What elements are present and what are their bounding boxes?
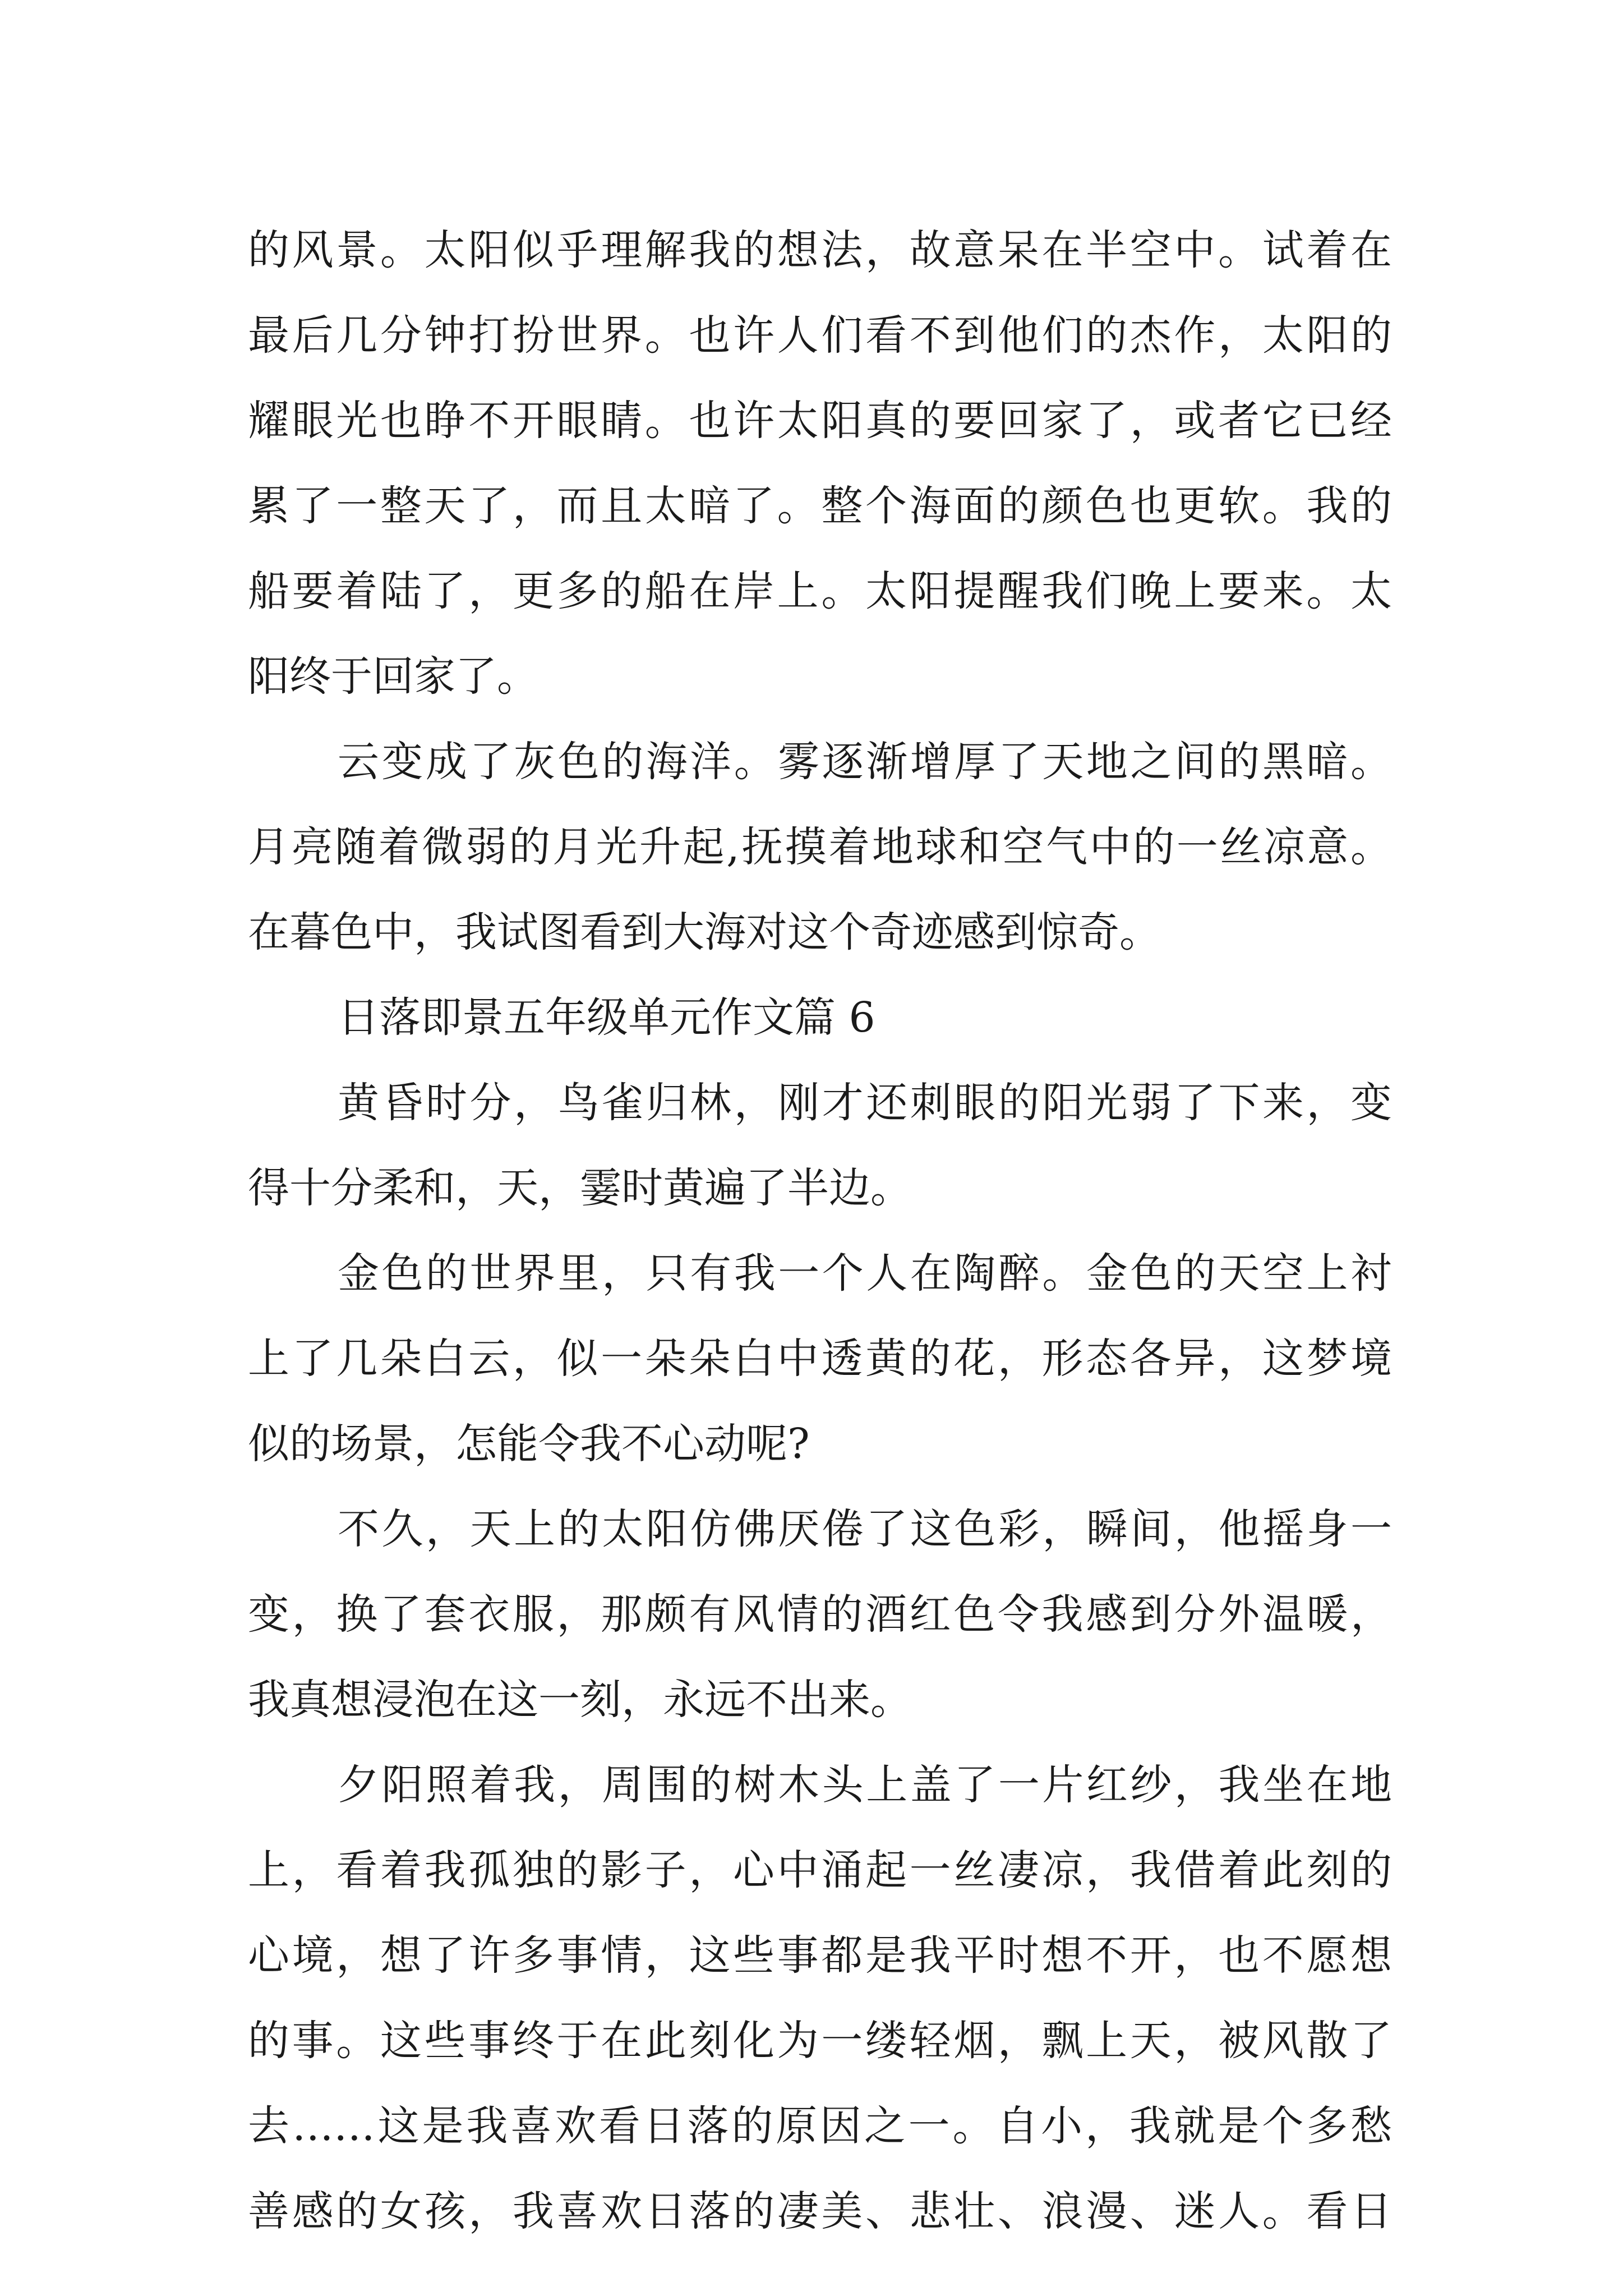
text-line: 心境，想了许多事情，这些事都是我平时想不开，也不愿想: [248, 1931, 1392, 1980]
text-line: 善感的女孩，我喜欢日落的凄美、悲壮、浪漫、迷人。看日: [248, 2187, 1392, 2235]
text-line: 耀眼光也睁不开眼睛。也许太阳真的要回家了，或者它已经: [248, 397, 1392, 445]
text-line: 累了一整天了，而且太暗了。整个海面的颜色也更软。我的: [248, 482, 1392, 530]
text-line: 上，看着我孤独的影子，心中涌起一丝凄凉，我借着此刻的: [248, 1846, 1392, 1894]
text-line: 金色的世界里，只有我一个人在陶醉。金色的天空上衬: [338, 1249, 1392, 1297]
text-line: 的风景。太阳似乎理解我的想法，故意呆在半空中。试着在: [248, 226, 1392, 274]
text-line: 船要着陆了，更多的船在岸上。太阳提醒我们晚上要来。太: [248, 567, 1392, 615]
body-text: [248, 208, 1392, 2254]
text-line: 变，换了套衣服，那颇有风情的酒红色令我感到分外温暖，: [248, 1590, 1392, 1639]
text-line: 夕阳照着我，周围的树木头上盖了一片红纱，我坐在地: [338, 1761, 1392, 1809]
text-line: 最后几分钟打扮世界。也许人们看不到他们的杰作，太阳的: [248, 311, 1392, 360]
text-line: 去……这是我喜欢看日落的原因之一。自小，我就是个多愁: [248, 2102, 1392, 2150]
text-line: 在暮色中，我试图看到大海对这个奇迹感到惊奇。: [248, 908, 1161, 956]
text-line: 云变成了灰色的海洋。雾逐渐增厚了天地之间的黑暗。: [338, 738, 1392, 786]
text-line: 得十分柔和，天，霎时黄遍了半边。: [248, 1164, 912, 1212]
text-line: 阳终于回家了。: [248, 652, 538, 701]
text-line: 黄昏时分，鸟雀归林，刚才还刺眼的阳光弱了下来，变: [338, 1079, 1392, 1127]
text-line: 我真想浸泡在这一刻，永远不出来。: [248, 1676, 912, 1724]
text-line: 的事。这些事终于在此刻化为一缕轻烟，飘上天，被风散了: [248, 2017, 1392, 2065]
text-line: 上了几朵白云，似一朵朵白中透黄的花，形态各异，这梦境: [248, 1335, 1392, 1383]
section-heading: 日落即景五年级单元作文篇 6: [338, 993, 875, 1042]
text-line: 似的场景，怎能令我不心动呢?: [248, 1420, 810, 1468]
text-line: 月亮随着微弱的月光升起,抚摸着地球和空气中的一丝凉意。: [248, 823, 1392, 871]
text-line: 不久，天上的太阳仿佛厌倦了这色彩，瞬间，他摇身一: [338, 1505, 1392, 1553]
